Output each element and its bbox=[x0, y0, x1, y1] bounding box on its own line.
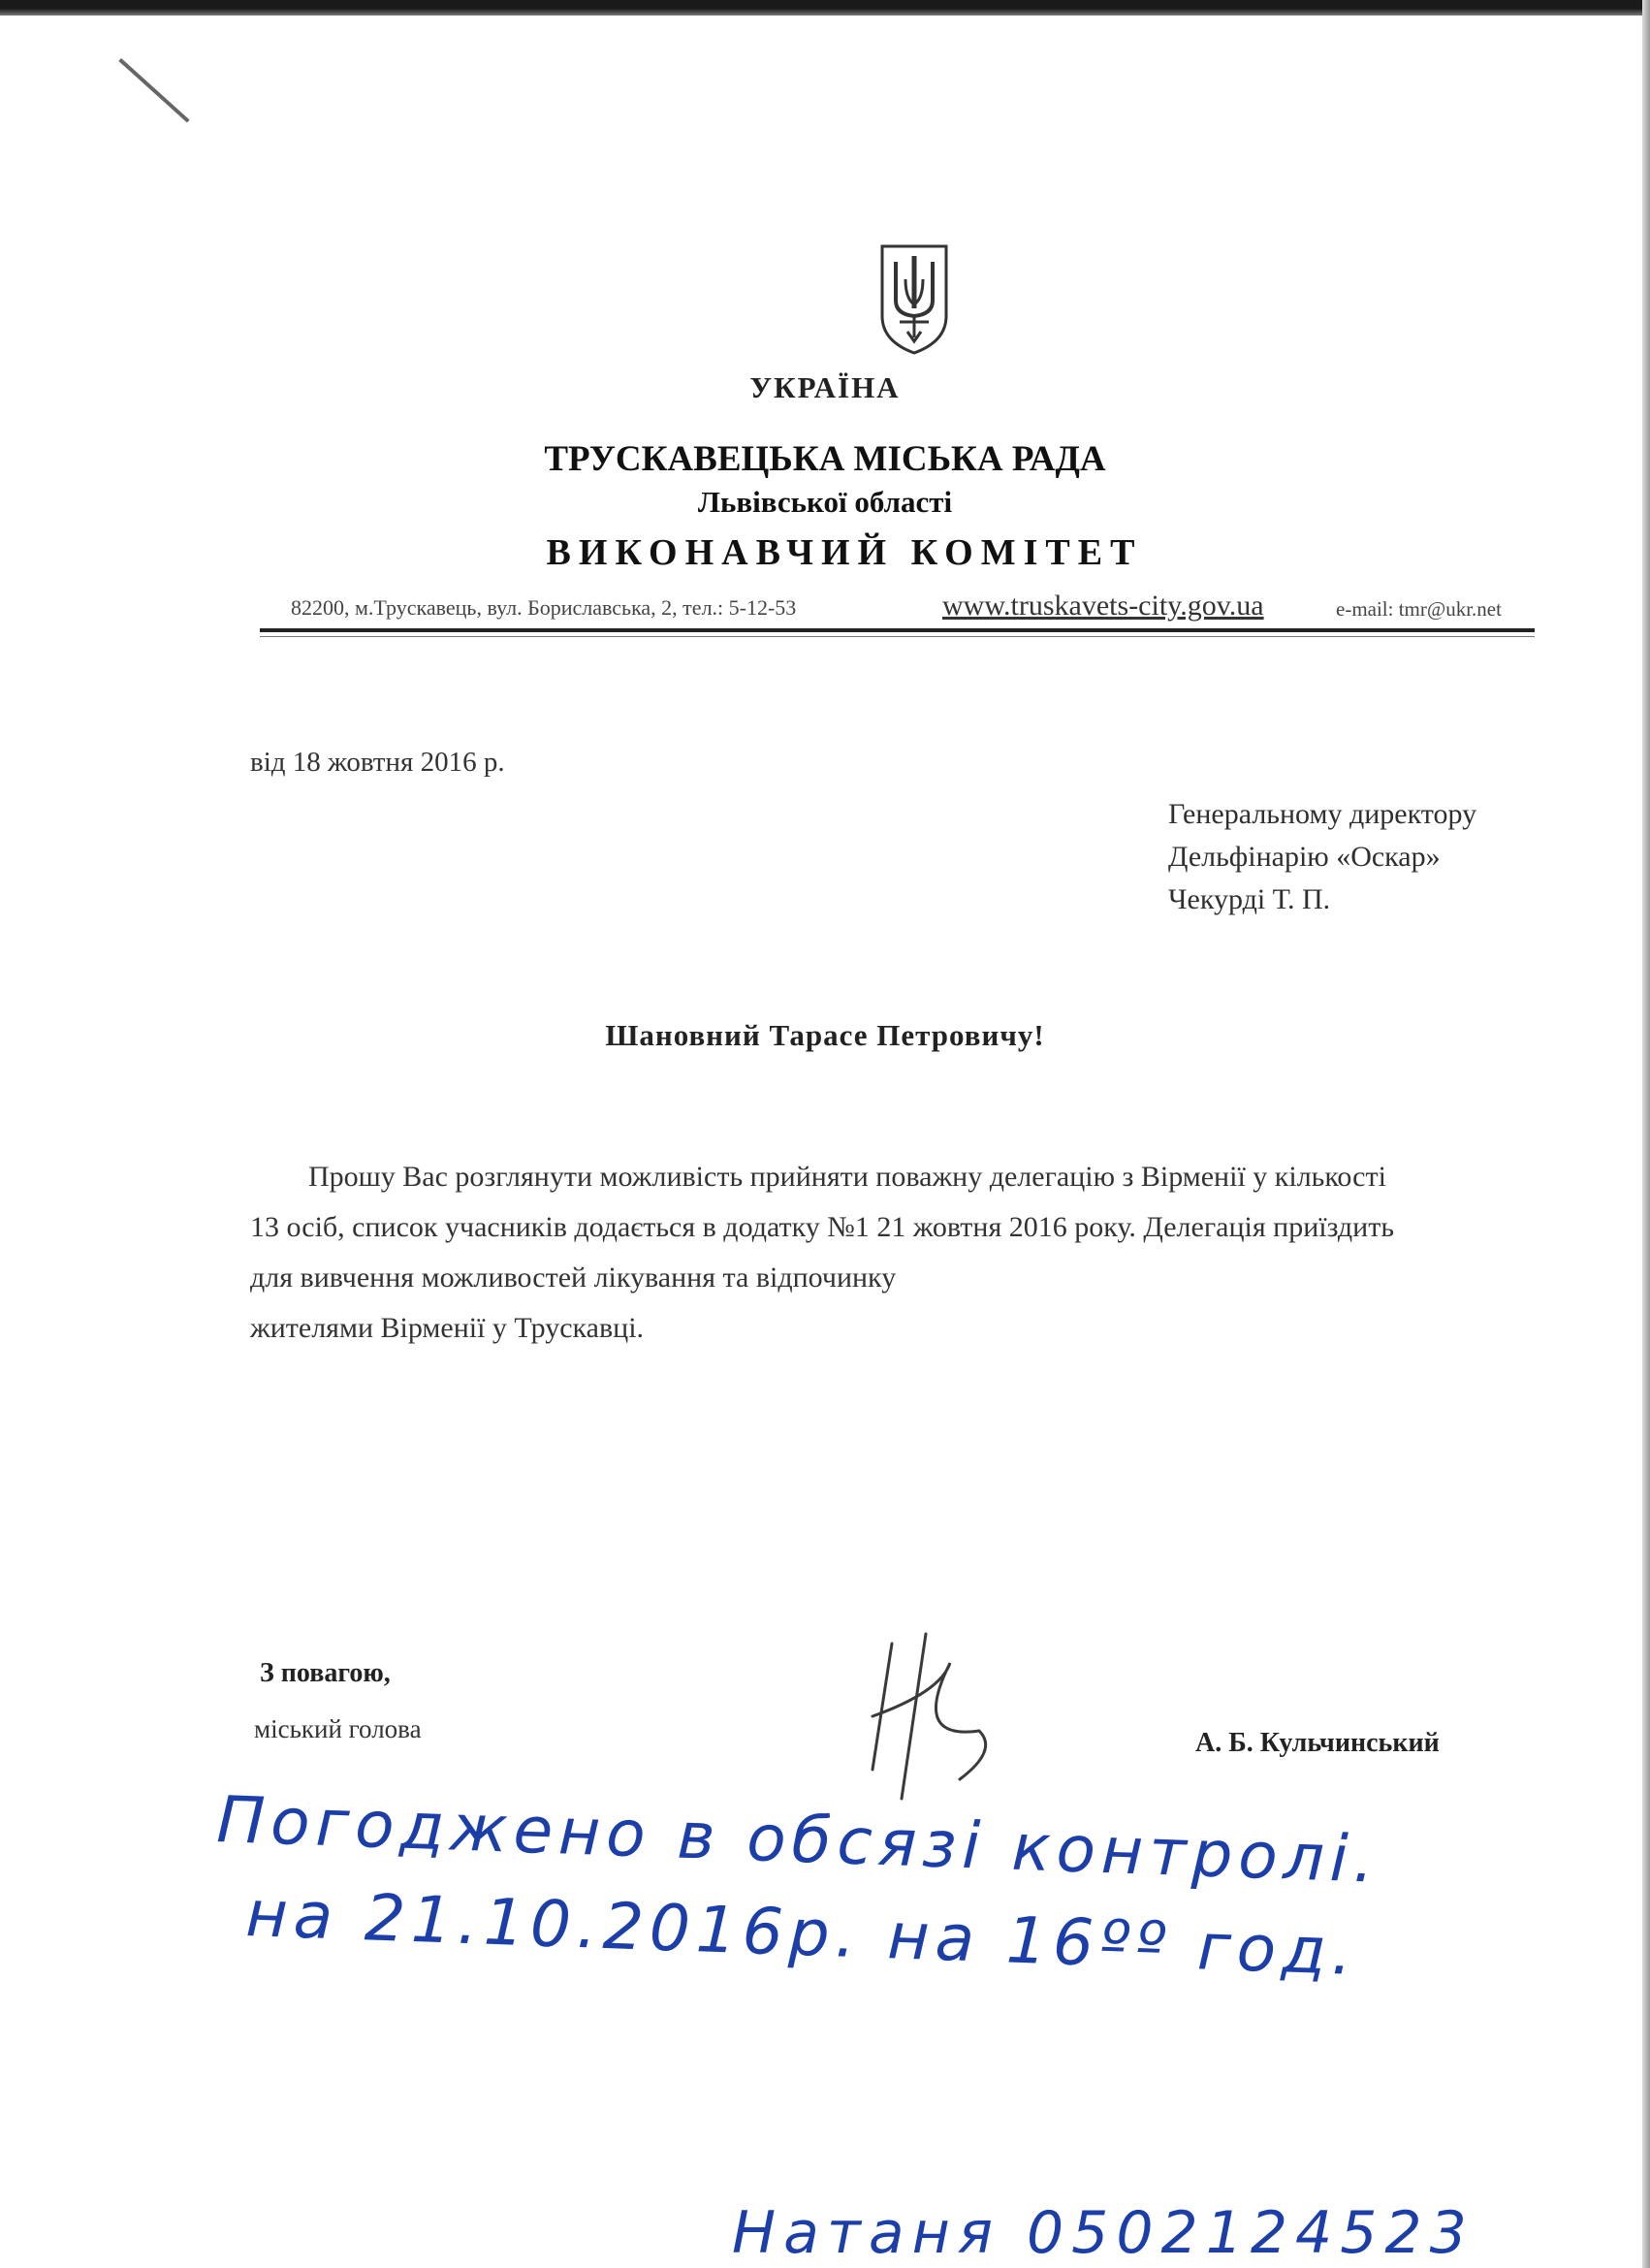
website-link[interactable]: www.truskavets-city.gov.ua bbox=[942, 590, 1264, 622]
letter-date: від 18 жовтня 2016 р. bbox=[250, 747, 505, 778]
greeting: Шановний Тарасе Петровичу! bbox=[605, 1018, 1045, 1052]
council-title: ТРУСКАВЕЦЬКА МІСЬКА РАДА bbox=[544, 439, 1106, 479]
address-text: 82200, м.Трускавець, вул. Бориславська, 2, тел.: 5-12-53 bbox=[291, 595, 797, 620]
signature-icon bbox=[834, 1624, 1028, 1808]
country-title: УКРАЇНА bbox=[749, 370, 901, 404]
addressee-line: Генеральному директору bbox=[1168, 798, 1477, 830]
handwritten-note-line1: Погоджено в обсязі контролі. bbox=[215, 1782, 1381, 1898]
coat-of-arms-icon bbox=[876, 240, 952, 357]
scan-mark bbox=[118, 58, 189, 123]
oblast-title: Львівської області bbox=[697, 485, 953, 519]
handwritten-contact: Натаня 0502124523 bbox=[732, 2199, 1475, 2267]
header-divider-thin bbox=[260, 636, 1535, 637]
scan-edge-top bbox=[0, 0, 1650, 16]
signer-title: міський голова bbox=[254, 1714, 422, 1743]
addressee-line: Чекурді Т. П. bbox=[1168, 883, 1331, 915]
email-text: e-mail: tmr@ukr.net bbox=[1336, 597, 1502, 621]
body-line: Прошу Вас розглянути можливість прийняти поважну делегацію з Вірменії у кількості bbox=[308, 1161, 1386, 1193]
addressee-line: Дельфінарію «Оскар» bbox=[1168, 841, 1441, 873]
handwritten-note-line2: на 21.10.2016р. на 16ºº год. bbox=[244, 1876, 1360, 1991]
body-line: для вивчення можливостей лікування та відпочинку bbox=[250, 1262, 897, 1294]
header-divider bbox=[260, 628, 1535, 632]
signer-name: А. Б. Кульчинський bbox=[1195, 1728, 1440, 1758]
committee-title: ВИКОНАВЧИЙ КОМІТЕТ bbox=[546, 532, 1143, 573]
letter-body bbox=[250, 1152, 1569, 1354]
body-line: жителями Вірменії у Трускавці. bbox=[250, 1312, 645, 1344]
addressee-block bbox=[1168, 793, 1476, 921]
scan-edge-right bbox=[1642, 0, 1650, 2268]
body-line: 13 осіб, список учасників додається в додатку №1 21 жовтня 2016 року. Делегація приїздить bbox=[250, 1211, 1395, 1243]
contacts-line bbox=[291, 590, 1541, 628]
closing: З повагою, bbox=[260, 1658, 391, 1688]
